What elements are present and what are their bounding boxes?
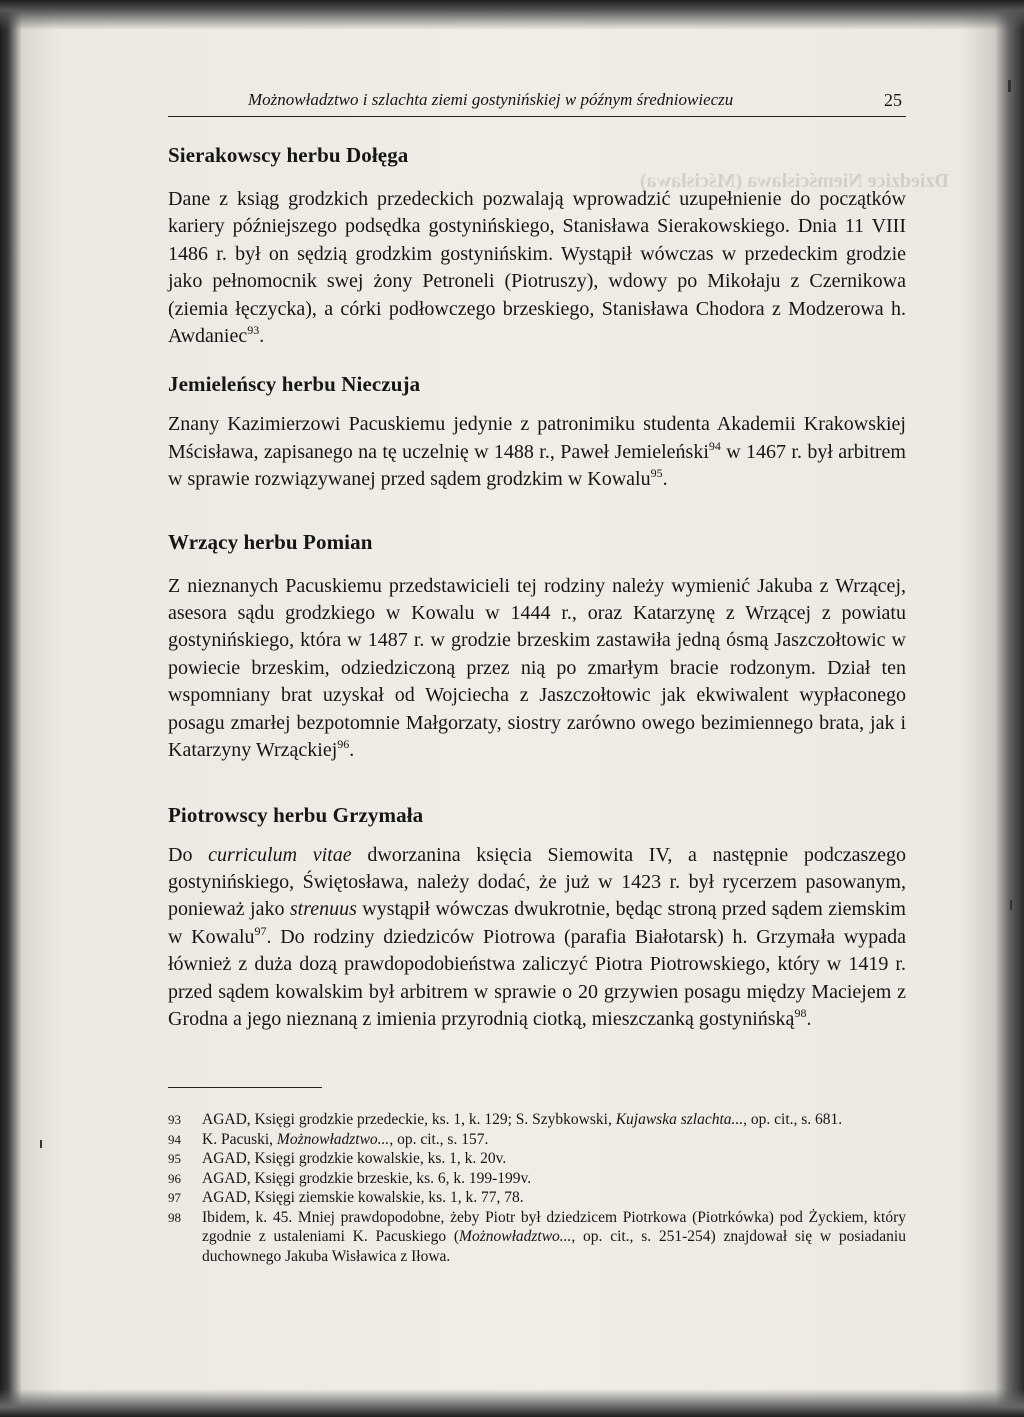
footnote-separator: [168, 1087, 322, 1088]
section-sierakowscy: [168, 143, 906, 350]
footnote-ref[interactable]: 96: [337, 737, 350, 752]
section-heading: Piotrowscy herbu Grzymała: [168, 802, 424, 827]
bleed-through-text: Dziedzice Niemścisława (Mścisława): [640, 170, 949, 192]
footnote: [168, 1188, 906, 1208]
scan-speck: [1010, 900, 1012, 910]
book-page: [168, 80, 906, 1266]
section-piotrowscy: [168, 803, 906, 1034]
scan-speck: [40, 1140, 42, 1148]
footnotes: [168, 1110, 906, 1266]
footnote-ref[interactable]: 98: [794, 1005, 807, 1020]
scan-top-edge: [0, 0, 1024, 30]
footnote-text: AGAD, Księgi ziemskie kowalskie, ks. 1, k. 77, 78.: [202, 1189, 524, 1207]
footnote-number: 97: [168, 1190, 181, 1206]
footnote: [168, 1130, 906, 1150]
footnote-ref[interactable]: 97: [254, 923, 267, 938]
footnote: [168, 1149, 906, 1169]
section-paragraph: Z nieznanych Pacuskiemu przedstawicieli tej rodziny należy wymienić Jakuba z Wrzącej, asesora sądu grodzkiego w Kowalu w 1444 r., oraz Katarzynę z Wrzącej z powiatu gostynińskiego, która w 1487 r. w grodzie brzeskim zastawiła jedną ósmą Jaszczołtowic w powiecie brzeskim, odziedziczoną przez nią po zmarłym bracie rodzonym. Dział ten wspomniany brat uzyskał od Wojciecha z Jaszczołtowic jak ekwiwalent wypłaconego posagu zmarłej bezpotomnie Małgorzaty, siostry zarówno owego bezimiennego brata, jak i Katarzyny Wrząckiej$^{96}$.: [168, 574, 906, 762]
footnote-number: 98: [168, 1209, 181, 1225]
section-wrzacy: [168, 530, 906, 765]
footnote-number: 95: [168, 1151, 181, 1167]
footnote-text: AGAD, Księgi grodzkie kowalskie, ks. 1, k. 20v.: [202, 1150, 507, 1168]
footnote: [168, 1169, 906, 1189]
footnote: [168, 1110, 906, 1130]
footnote: [168, 1208, 906, 1267]
section-heading: Wrzący herbu Pomian: [168, 529, 373, 554]
section-heading: Jemieleńscy herbu Nieczuja: [168, 372, 421, 397]
footnote-number: 93: [168, 1112, 181, 1128]
section-heading: Sierakowscy herbu Dołęga: [168, 143, 409, 167]
section-paragraph: Do curriculum vitae dworzanina księcia Siemowita IV, a następnie podczaszego gostynińskiego, Świętosława, należy dodać, że już w 1423 r. był rycerzem pasowanym, ponieważ jako strenuus wystąpił wówczas dwukrotnie, będąc stroną przed sądem ziemskim w Kowalu$^{97}$. Do rodziny dziedziców Piotrowa (parafia Białotarsk) h. Grzymała wypada łównież z duża dozą prawdopodobieństwa zaliczyć Piotra Piotrowskiego, który w 1419 r. przed sądem kowalskim był arbitrem w sprawie o 20 grzywien posagu między Maciejem z Grodna a jego nieznaną z imienia przyrodnią ciotką, mieszczanką gostynińską$^{98}$.: [168, 843, 906, 1030]
page-number: 25: [884, 90, 902, 110]
section-jemielenscy: [168, 372, 906, 493]
footnote-number: 94: [168, 1131, 181, 1147]
footnote-ref[interactable]: 93: [247, 323, 260, 338]
footnote-text: Ibidem, k. 45. Mniej prawdopodobne, żeby Piotr był dziedzicem Piotrkowa (Piotrkówka) pod Życkiem, który zgodnie z ustaleniami K. Pacuskiego (Możnowładztwo..., op. cit., s. 251-254) znajdował się w posiadaniu duchownego Jakuba Wisławica z Iłowa.: [202, 1208, 906, 1265]
running-header: [168, 80, 906, 117]
section-paragraph: Dane z ksiąg grodzkich przedeckich pozwalają wprowadzić uzupełnienie do początków kariery późniejszego podsędka gostynińskiego, Stanisława Sierakowskiego. Dnia 11 VIII 1486 r. był on sędzią grodzkim gostynińskim. Wystąpił wówczas w przedeckim grodzie jako pełnomocnik swej żony Petroneli (Piotruszy), wdowy po Mikołaju z Czernikowa (ziemia łęczycka), a córki podłowczego brzeskiego, Stanisława Chodora z Modzerowa h. Awdaniec$^{93}$.: [168, 188, 906, 348]
section-paragraph: Znany Kazimierzowi Pacuskiemu jedynie z patronimiku studenta Akademii Krakowskiej Mścisława, zapisanego na tę uczelnię w 1488 r., Paweł Jemieleński$^{94}$ w 1467 r. był arbitrem w sprawie rozwiązywanej przed sądem grodzkim w Kowalu$^{95}$.: [168, 413, 906, 491]
footnote-text: AGAD, Księgi grodzkie przedeckie, ks. 1, k. 129; S. Szybkowski, Kujawska szlachta..., op. cit., s. 681.: [202, 1111, 843, 1129]
footnote-text: K. Pacuski, Możnowładztwo..., op. cit., s. 157.: [202, 1130, 489, 1148]
running-title: Możnowładztwo i szlachta ziemi gostynińskiej w późnym średniowieczu: [248, 90, 734, 109]
footnote-ref[interactable]: 95: [650, 466, 663, 481]
footnote-number: 96: [168, 1170, 181, 1186]
footnote-text: AGAD, Księgi grodzkie brzeskie, ks. 6, k. 199-199v.: [202, 1169, 532, 1187]
scan-speck: [1008, 80, 1011, 92]
footnote-ref[interactable]: 94: [708, 438, 721, 453]
scan-bottom-edge: [0, 1389, 1024, 1417]
